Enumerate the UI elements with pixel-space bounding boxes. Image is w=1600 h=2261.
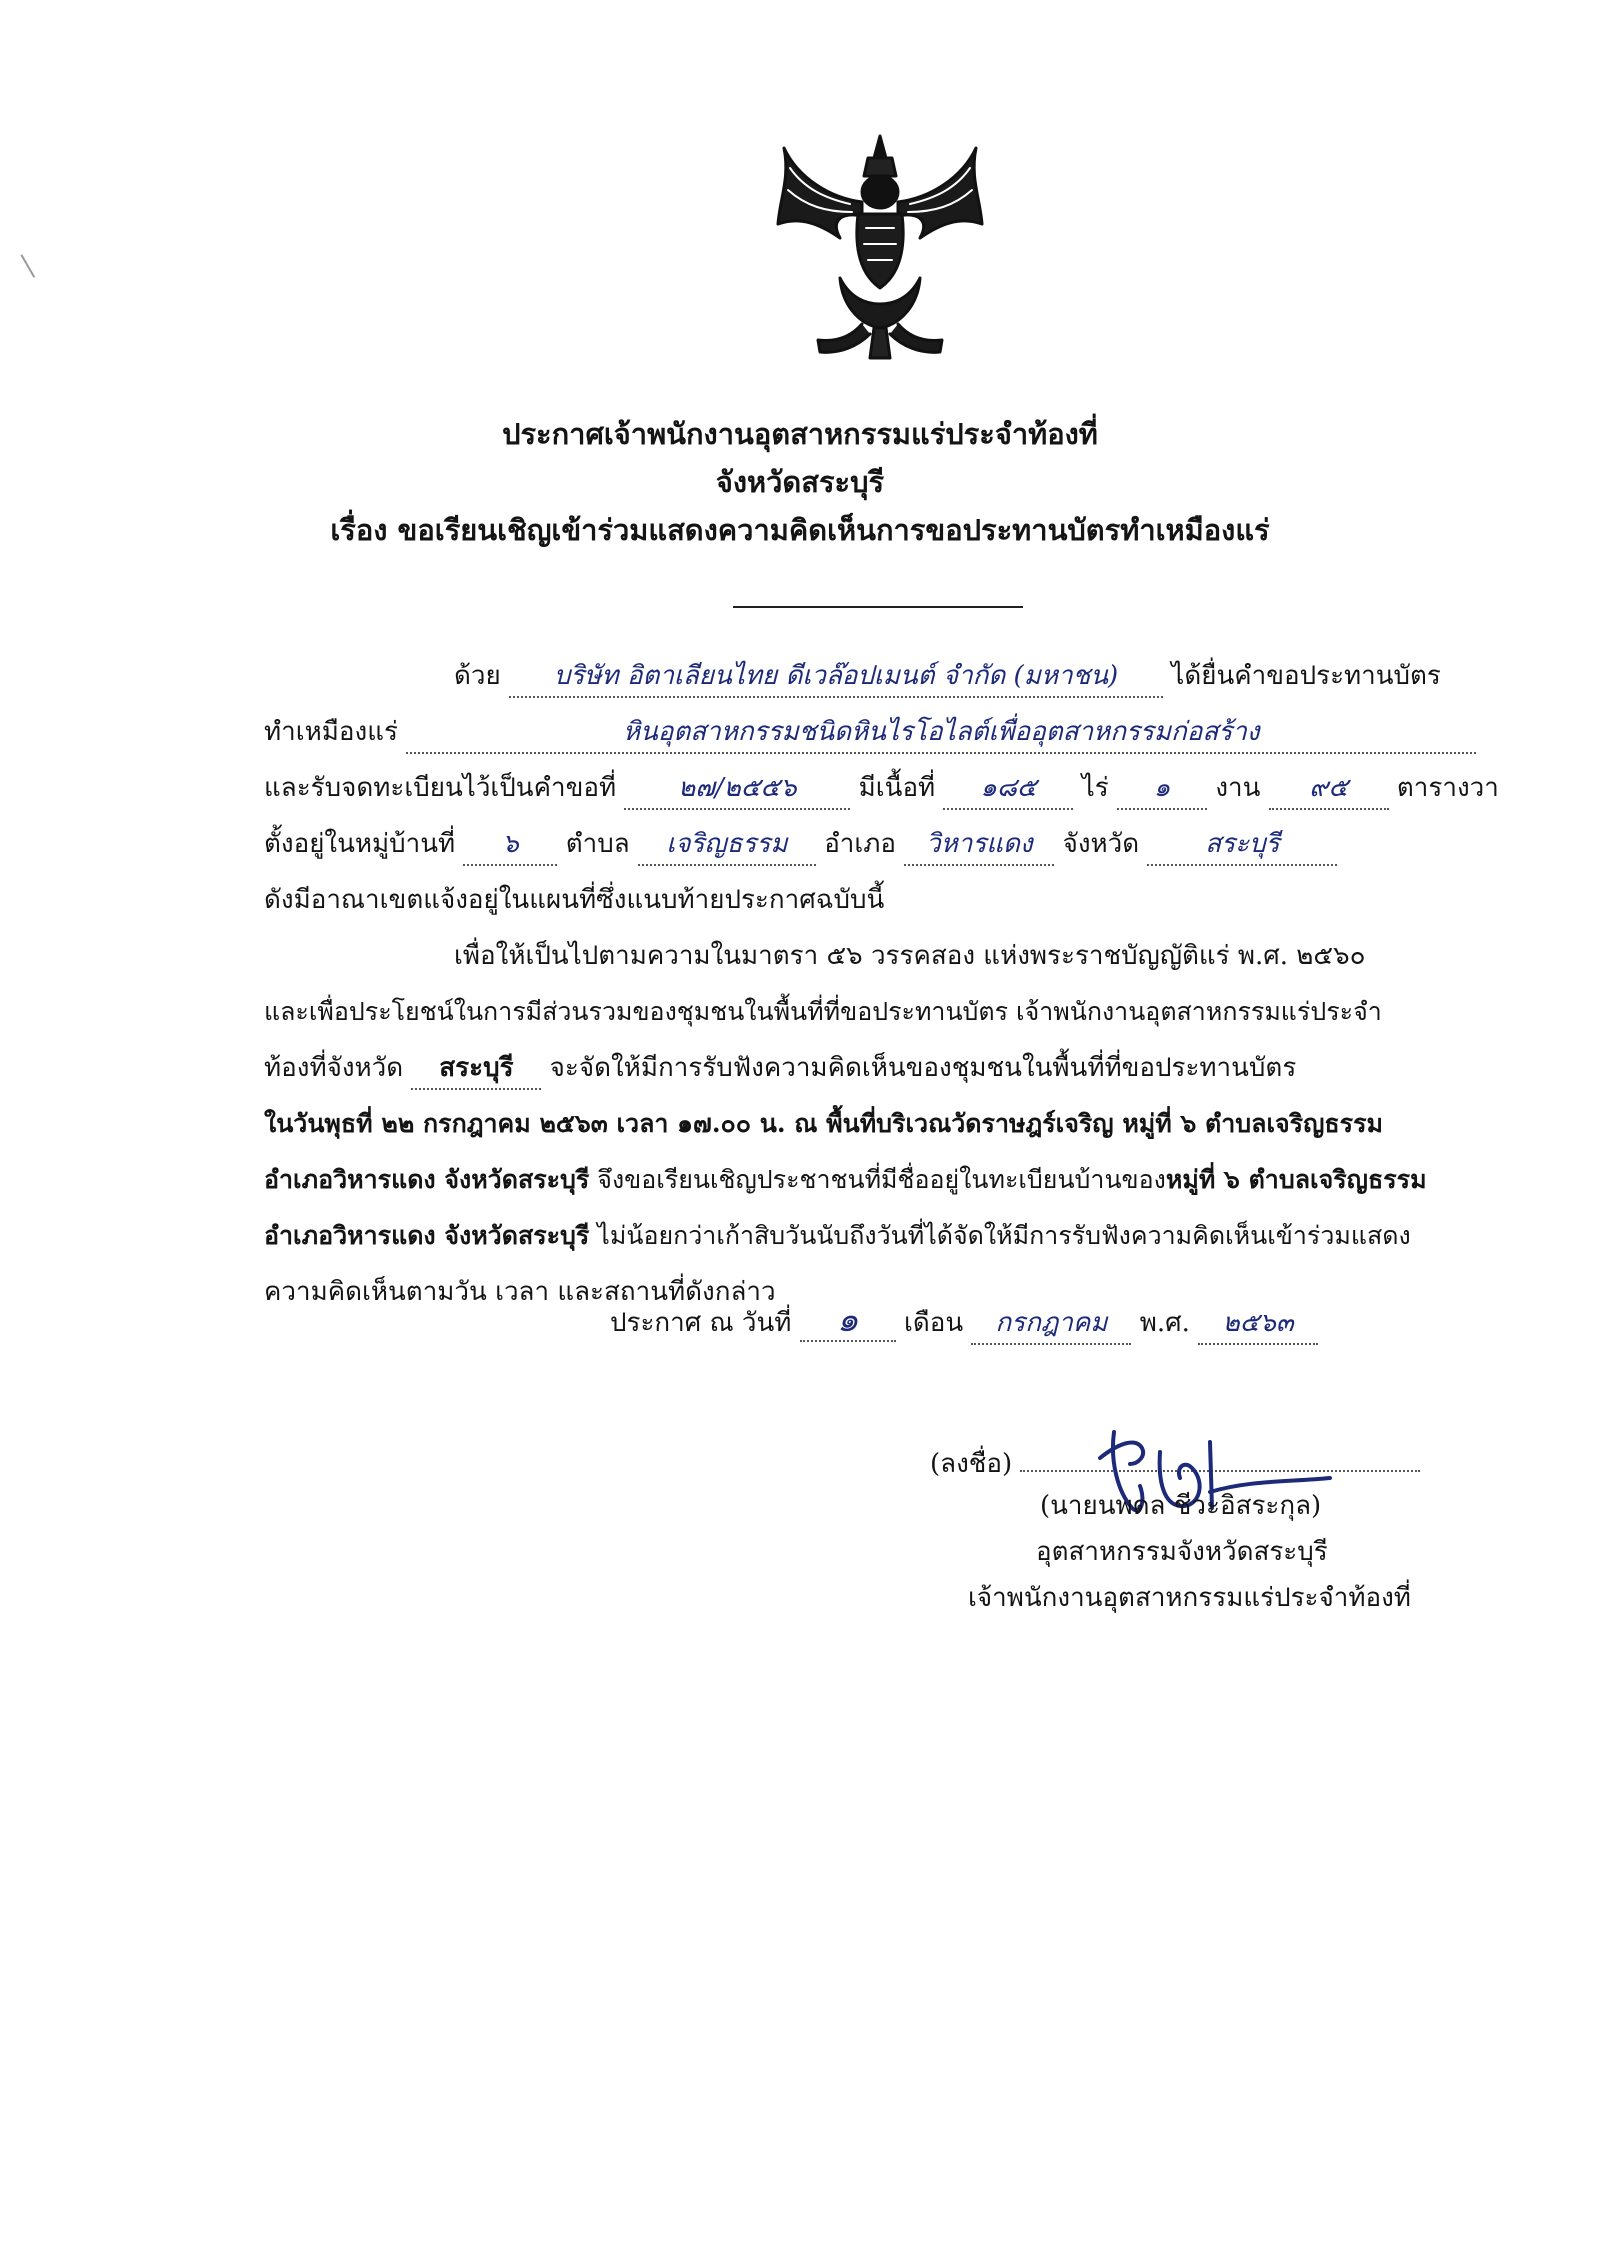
para2-text: จะจัดให้มีการรับฟังความคิดเห็นของชุมชนในพื้นที่ที่ขอประทานบัตร: [549, 1053, 1297, 1083]
para2-line4: ในวันพุธที่ ๒๒ กรกฎาคม ๒๕๖๓ เวลา ๑๗.๐๐ น. ณ พื้นที่บริเวณวัดราษฎร์เจริญ หมู่ที่ ๖ ตำบลเจริญธรรม: [264, 1109, 1384, 1138]
company-field: บริษัท อิตาเลียนไทย ดีเวล๊อปเมนต์ จำกัด (มหาชน): [509, 656, 1163, 698]
date-day-field: ๑: [800, 1300, 896, 1342]
date-year-field: ๒๕๖๓: [1198, 1303, 1318, 1345]
header-province: จังหวัดสระบุรี: [715, 465, 885, 499]
para2-line2: และเพื่อประโยชน์ในการมีส่วนรวมของชุมชนในพื้นที่ที่ขอประทานบัตร เจ้าพนักงานอุตสาหกรรมแร่ประจำ: [264, 997, 1382, 1026]
para2-text: ท้องที่จังหวัด: [264, 1053, 404, 1083]
ngan-field: ๑: [1117, 768, 1207, 810]
date-month-label: เดือน: [903, 1308, 964, 1338]
para2-bold-text: อำเภอวิหารแดง จังหวัดสระบุรี: [264, 1221, 590, 1250]
announcement-header: [0, 410, 1600, 554]
signature-label: (ลงชื่อ): [930, 1449, 1013, 1479]
signer-position-2: เจ้าพนักงานอุตสาหกรรมแร่ประจำท้องที่: [968, 1583, 1411, 1613]
para1-line5: ดังมีอาณาเขตแจ้งอยู่ในแผนที่ซึ่งแนบท้ายประกาศฉบับนี้: [264, 885, 885, 915]
amphoe-field: วิหารแดง: [904, 824, 1054, 866]
para1-line4: [264, 816, 1490, 872]
hearing-province-field: สระบุรี: [411, 1048, 541, 1090]
para2-line1: เพื่อให้เป็นไปตามความในมาตรา ๕๖ วรรคสอง แห่งพระราชบัญญัติแร่ พ.ศ. ๒๕๖๐: [454, 941, 1366, 971]
para1-text: มีเนื้อที่: [858, 773, 936, 803]
province-field: สระบุรี: [1147, 824, 1337, 866]
para2-text: จึงขอเรียนเชิญประชาชนที่มีชื่ออยู่ในทะเบียนบ้านของ: [589, 1165, 1166, 1194]
para2-line5: [264, 1152, 1490, 1208]
para1-text: ตำบล: [565, 829, 630, 859]
request-number-field: ๒๗/๒๕๕๖: [624, 768, 850, 810]
announcement-date: [610, 1300, 1318, 1345]
para1-text: งาน: [1215, 773, 1261, 803]
para2-line6: [264, 1208, 1490, 1264]
date-year-label: พ.ศ.: [1139, 1308, 1190, 1338]
para1-text: ทำเหมืองแร่: [264, 717, 398, 747]
para1-text: ไร่: [1081, 773, 1109, 803]
para2-bold-text: อำเภอวิหารแดง จังหวัดสระบุรี: [264, 1165, 590, 1194]
signer-name: (นายนพดล ชีวะอิสระกุล): [1040, 1491, 1322, 1521]
para2-bold-text: หมู่ที่ ๖ ตำบลเจริญธรรม: [1165, 1165, 1427, 1194]
para1-text: ตารางวา: [1396, 773, 1499, 803]
header-title: ประกาศเจ้าพนักงานอุตสาหกรรมแร่ประจำท้องที่: [502, 417, 1098, 451]
garuda-emblem-icon: [770, 128, 990, 368]
tambon-field: เจริญธรรม: [638, 824, 816, 866]
para2-line7: ความคิดเห็นตามวัน เวลา และสถานที่ดังกล่าว: [264, 1277, 776, 1307]
village-number-field: ๖: [463, 824, 557, 866]
para1-line2: [264, 704, 1490, 760]
header-subject: เรื่อง ขอเรียนเชิญเข้าร่วมแสดงความคิดเห็นการขอประทานบัตรทำเหมืองแร่: [330, 513, 1270, 547]
wa-field: ๙๕: [1269, 768, 1389, 810]
para1-line1: [264, 648, 1490, 704]
date-month-field: กรกฎาคม: [971, 1303, 1131, 1345]
para1-text: ตั้งอยู่ในหมู่บ้านที่: [264, 829, 456, 859]
para1-text: จังหวัด: [1062, 829, 1140, 859]
para2-text: ไม่น้อยกว่าเก้าสิบวันนับถึงวันที่ได้จัดให้มีการรับฟังความคิดเห็นเข้าร่วมแสดง: [589, 1221, 1411, 1250]
para1-text: อำเภอ: [824, 829, 897, 859]
rai-field: ๑๘๕: [943, 768, 1073, 810]
header-divider: [733, 606, 1023, 608]
date-label: ประกาศ ณ วันที่: [610, 1308, 792, 1338]
para2-line3: [264, 1040, 1490, 1096]
para1-text: และรับจดทะเบียนไว้เป็นคำขอที่: [264, 773, 617, 803]
mineral-field: หินอุตสาหกรรมชนิดหินไรโอไลต์เพื่ออุตสาหกรรมก่อสร้าง: [406, 712, 1476, 754]
para1-text: ด้วย: [454, 661, 501, 691]
para1-text: ได้ยื่นคำขอประทานบัตร: [1171, 661, 1441, 691]
para1-line3: [264, 760, 1499, 816]
signer-position-1: อุตสาหกรรมจังหวัดสระบุรี: [1036, 1537, 1328, 1567]
scan-edge-mark: [20, 248, 45, 278]
